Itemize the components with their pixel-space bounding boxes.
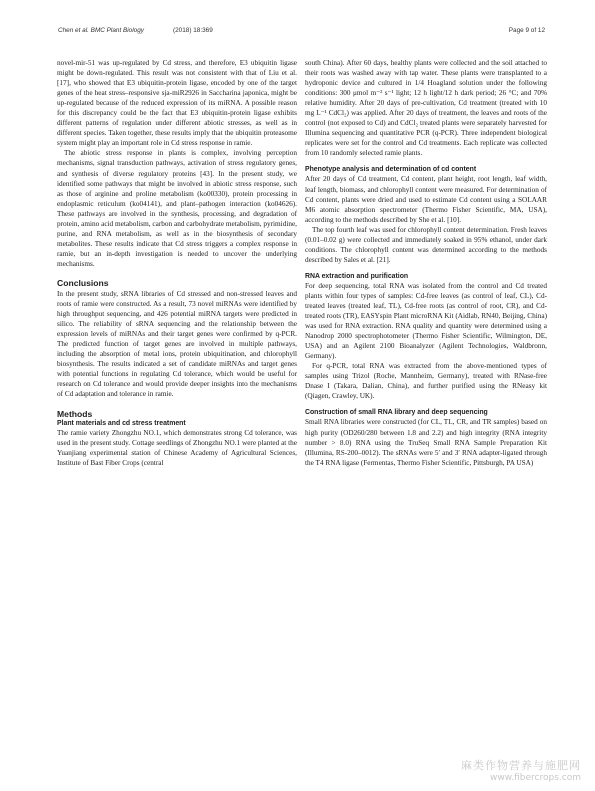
- section-heading-conclusions: Conclusions: [57, 277, 109, 288]
- body-paragraph: For deep sequencing, total RNA was isolated from the control and Cd treated plants within four types of samples: Cd-free leaves (as control of leaf, CL), Cd-treated leaves (treated leaf, TL), Cd-free roots (as control of root, CR), and Cd-treated roots (TR), EASYspin Plant microRNA Kit (Aidlab, RN40, Beijing, China) was used for RNA extraction. RNA quality and quantity were determined using a Nanodrop 2000 spectrophotometer (Thermo Fisher Scientific, Wilmington, DE, USA) and an Agilent 2100 Bioanalyzer (Agilent Technologies, Waldbronn, Germany).: [305, 281, 547, 361]
- subsection-heading: Phenotype analysis and determination of cd content: [305, 166, 477, 174]
- body-paragraph: Small RNA libraries were constructed (for CL, TL, CR, and TR samples) based on high purity (OD260/280 between 1.8 and 2.2) and high integrity (RNA integrity number > 8.0) RNA using the TruSeq Small RNA Sample Preparation Kit (Illumina, RS-200–0012). The sRNAs were 5′ and 3′ RNA adapter-ligated through the T4 RNA ligase (Fermentas, Thermo Fisher Scientific, Pittsburgh, PA USA): [305, 418, 547, 467]
- body-paragraph: After 20 days of Cd treatment, Cd content, plant height, root length, leaf width, leaf length, biomass, and chlorophyll content were measured. For determination of Cd content, plants were dried and used to estimate Cd content using a SOLAAR M6 atomic absorption spectrometer (Thermo Fisher Scientific, MA, USA), according to the methods described by She et al. [10].: [305, 175, 547, 224]
- body-paragraph: In the present study, sRNA libraries of Cd stressed and non-stressed leaves and roots of ramie were constructed. As a result, 73 novel miRNAs were identified by high throughput sequencing, and 426 potential miRNA targets were predicted in silico. The reliability of sRNA sequencing and the relationship between the expression levels of miRNAs and their target genes were confirmed by q-PCR. The predicted function of target genes are involved in multiple pathways, including the absorption of metal ions, protein ubiquitination, and chlorophyll biosynthesis. The results indicated a set of candidate miRNAs and target genes with potential functions in regulating Cd tolerance, which would be useful for research on Cd tolerance and would provide deeper insights into the mechanisms of Cd adaptation and tolerance in ramie.: [57, 289, 297, 399]
- subsection-heading: Construction of small RNA library and deep sequencing: [305, 409, 488, 417]
- body-paragraph: The top fourth leaf was used for chlorophyll content determination. Fresh leaves (0.01–0.02 g) were collected and immediately soaked in 95% ethanol, under dark conditions. The chlorophyll content was determined according to the methods described by Sales et al. [21].: [305, 225, 547, 264]
- body-paragraph: The ramie variety Zhongzhu NO.1, which demonstrates strong Cd tolerance, was used in the present study. Cottage seedlings of Zhongzhu NO.1 were planted at the Yuanjiang experimental station of Chinese Academy of Agricultural Sciences, Institute of Bast Fiber Crops (central: [57, 428, 297, 467]
- right-column: [305, 58, 547, 468]
- left-column: [57, 58, 297, 468]
- body-paragraph: south China). After 60 days, healthy plants were collected and the soil attached to their roots was washed away with tap water. These plants were transplanted to a hydroponic device and cultured in 1/4 Hoagland solution under the following conditions: 300 μmol m⁻² s⁻¹ light; 12 h light/12 h dark period; 26 °C; and 70% relative humidity. After 20 days of pre-cultivation, Cd treatment (treated with 10 mg L⁻¹ CdCl₂) was applied. After 20 days of treatment, the leaves and roots of the control (not exposed to Cd) and CdCl₂ treated plants were separately harvested for Illumina sequencing and quantitative PCR (q-PCR). Three independent biological replicates were set for the control and Cd treatments. Each replicate was collected from 10 randomly selected ramie plants.: [305, 59, 547, 158]
- running-header-journal: Chen et al. BMC Plant Biology: [58, 27, 144, 34]
- running-header-citation: (2018) 18:369: [173, 27, 213, 34]
- subsection-heading: Plant materials and cd stress treatment: [57, 419, 186, 427]
- body-paragraph: For q-PCR, total RNA was extracted from the above-mentioned types of samples using Trizol (Roche, Mannheim, Germany), treated with RNase-free Dnase I (Takara, Dalian, China), and further purified using the RNeasy kit (Qiagen, Crawley, UK).: [305, 362, 547, 401]
- watermark-title: 麻类作物营养与施肥网: [461, 759, 581, 772]
- body-paragraph: The abiotic stress response in plants is complex, involving perception mechanisms, signal transduction pathways, activation of stress regulatory genes, and synthesis of diverse regulatory proteins [43]. In the present study, we identified some pathways that might be involved in abiotic stress response, such as those of arginine and proline metabolism (ko00330), protein processing in endoplasmic reticulum (ko04141), and plant–pathogen interaction (ko04626). These pathways are involved in the synthesis, processing, and degradation of protein, amino acid metabolism, carbon and carbohydrate metabolism, pyrimidine, purine, and RNA metabolism, as well as in the biosynthesis of secondary metabolites. These results indicate that Cd stress triggers a complex response in ramie, but an in-depth investigation is needed to uncover the underlying mechanisms.: [57, 149, 297, 268]
- site-watermark: [461, 757, 581, 783]
- subsection-heading: RNA extraction and purification: [305, 272, 409, 280]
- page-number: Page 9 of 12: [508, 27, 545, 34]
- watermark-url: www.fibercrops.com: [490, 773, 581, 783]
- section-heading-methods: Methods: [57, 408, 93, 419]
- body-paragraph: novel-mir-51 was up-regulated by Cd stress, and therefore, E3 ubiquitin ligase might be down-regulated. This result was not consistent with that of Liu et al. [17], who showed that E3 ubiquitin-protein ligase, encoded by one of the target genes of the heat stress–responsive sja-miR2926 in Saccharina japonica, might be up-regulated because of the reduced expression of its miRNA. A possible reason for this discrepancy could be the fact that E3 ubiquitin-protein ligase exhibits different patterns of regulation under different abiotic stresses, as well as in different species. Taken together, these results imply that the ubiquitin proteasome system might play an important role in Cd stress response in ramie.: [57, 59, 297, 148]
